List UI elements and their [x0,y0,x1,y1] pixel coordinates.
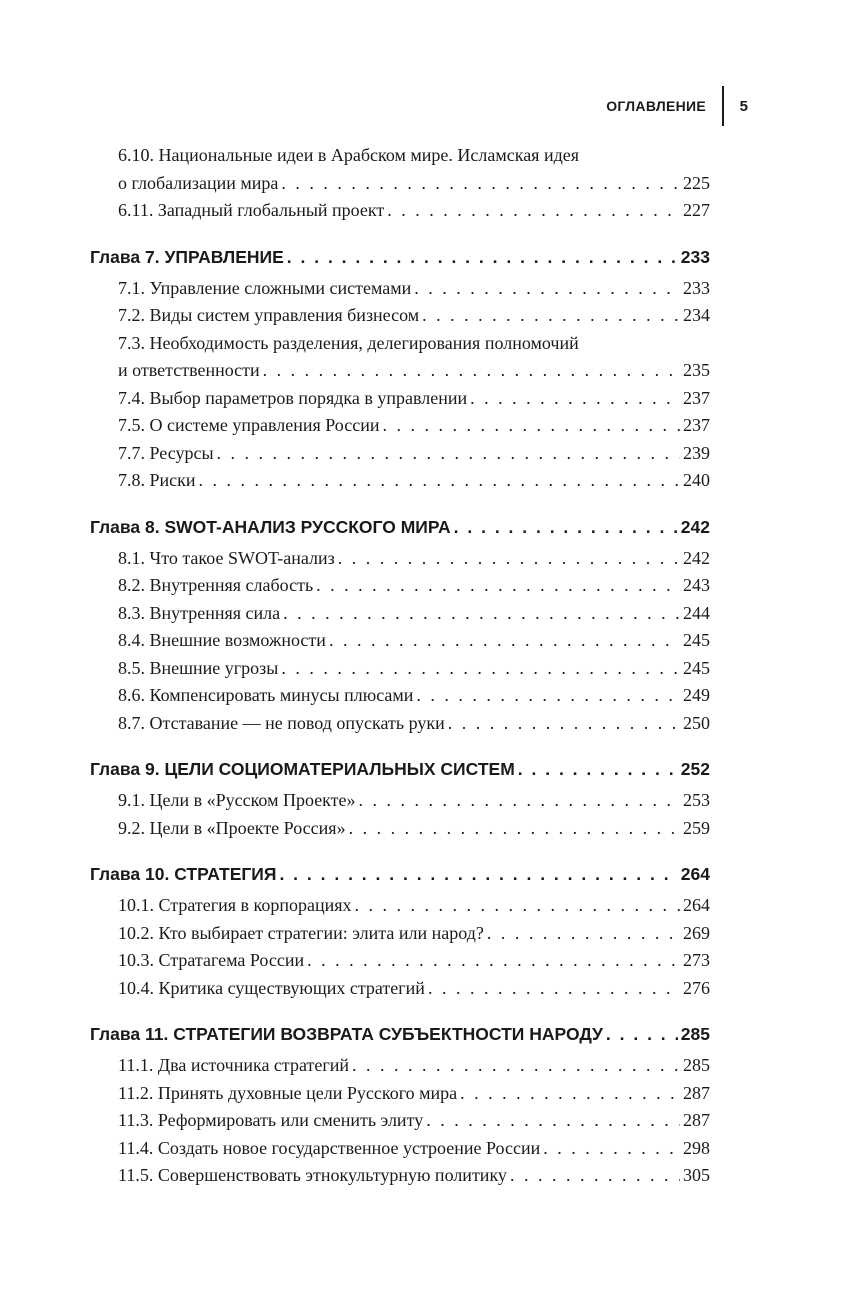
toc-entry-line [118,627,710,655]
dot-leader [470,385,680,413]
toc-entry[interactable] [118,1080,710,1108]
toc-page-number: 298 [683,1137,710,1158]
dot-leader [316,572,680,600]
toc-entry-title: 8.4. Внешние возможности [118,630,326,650]
toc-entry-title-first-line: 6.10. Национальные идеи в Арабском мире. Исламская идея [118,145,580,165]
chapter-page-number: 242 [680,516,710,537]
chapter-entries [90,787,710,842]
toc-entry-line [118,600,710,628]
toc-chapter-heading[interactable] [90,1022,710,1046]
toc-entry[interactable] [118,655,710,683]
toc-entry-title: 11.1. Два источника стратегий [118,1055,350,1075]
toc-entry-title: 7.7. Ресурсы [118,442,214,463]
toc-page-number: 239 [683,442,710,463]
toc-page-number: 259 [683,817,710,838]
chapter-page-number: 233 [680,246,710,267]
dot-leader [606,1022,678,1046]
toc-entry-line [118,1162,710,1190]
dot-leader [543,1135,680,1163]
toc-entry-line [118,1052,710,1080]
chapter-title: Глава 8. SWOT-АНАЛИЗ РУССКОГО МИРА [90,516,451,537]
dot-leader [359,787,680,815]
dot-leader [349,815,680,843]
chapter-entries [90,1052,710,1190]
chapter-page-number: 285 [680,1024,710,1044]
toc-entry-title: 8.7. Отставание — не повод опускать руки [118,712,445,733]
dot-leader [263,357,680,385]
toc-entry-title: 10.4. Критика существующих стратегий [118,977,425,998]
toc-entry-line [118,1135,710,1163]
toc-entry-title: и ответственности [118,360,260,380]
toc-entry[interactable] [118,275,710,303]
toc-entry-line [118,275,710,303]
toc-page-number: 269 [683,922,710,943]
toc-entry-line [118,357,710,385]
dot-leader [283,600,680,628]
dot-leader [199,467,680,495]
toc-entry-title: 11.2. Принять духовные цели Русского мира [118,1082,458,1103]
dot-leader [281,655,680,683]
running-header [606,86,748,126]
toc-page-number: 235 [683,360,710,380]
toc-entry-title: 8.2. Внутренняя слабость [118,575,314,595]
dot-leader [448,710,680,738]
toc-entry[interactable] [118,1107,710,1135]
toc-entry[interactable] [118,975,710,1003]
toc-entry-title: о глобализации мира [118,172,279,193]
toc-entry[interactable] [118,467,710,495]
page-number: 5 [739,97,748,115]
toc-entry-line [118,385,710,413]
chapter-title: Глава 7. УПРАВЛЕНИЕ [90,246,284,267]
toc-page-number: 234 [683,305,710,325]
toc-entry-title: 11.5. Совершенствовать этнокультурную политику [118,1165,507,1185]
toc-entry-line [118,1080,710,1108]
toc-entry[interactable] [118,787,710,815]
toc-page-number: 225 [683,172,710,193]
toc-page-number: 276 [683,977,710,998]
toc-page-number: 240 [683,470,710,490]
toc-entry[interactable] [118,412,710,440]
toc-page-number: 287 [683,1082,710,1103]
toc-entry[interactable] [118,600,710,628]
toc-page-number: 253 [683,790,710,810]
toc-entry-title: 10.1. Стратегия в корпорациях [118,895,352,915]
toc-entry[interactable] [118,627,710,655]
dot-leader [416,682,680,710]
toc-page-number: 285 [683,1055,710,1075]
dot-leader [307,947,680,975]
toc-entry-line [118,892,710,920]
dot-leader [460,1080,680,1108]
toc-entry[interactable] [118,142,710,197]
toc-entry-line [118,815,710,843]
toc-leading-entries [90,142,710,225]
toc-entry-line [118,197,710,225]
toc-entry-line [118,170,710,198]
chapter-title: Глава 10. СТРАТЕГИЯ [90,864,277,884]
chapter-entries [90,892,710,1002]
dot-leader [426,1107,680,1135]
dot-leader [287,245,678,269]
running-header-title: ОГЛАВЛЕНИЕ [606,98,707,114]
toc-page-number: 227 [683,200,710,220]
toc-entry-line [118,787,710,815]
dot-leader [387,197,680,225]
dot-leader [414,275,680,303]
toc-entry-line [118,710,710,738]
dot-leader [422,302,680,330]
dot-leader [355,892,680,920]
toc-page-number: 244 [683,602,710,623]
toc-entry[interactable] [118,197,710,225]
toc-entry[interactable] [118,330,710,385]
toc-entry-title: 7.1. Управление сложными системами [118,277,412,298]
toc-entry-title-first-line: 7.3. Необходимость разделения, делегирования полномочий [118,332,579,353]
toc-chapter-heading[interactable] [90,245,710,269]
toc-entry-title: 9.2. Цели в «Проекте Россия» [118,817,346,838]
chapter-page-number: 264 [680,864,710,884]
toc-page-number: 305 [683,1165,710,1185]
toc-entry-line [118,302,710,330]
toc-entry-title: 6.11. Западный глобальный проект [118,200,385,220]
dot-leader [383,412,680,440]
toc-entry-line [118,467,710,495]
toc-entry[interactable] [118,947,710,975]
chapter-page-number: 252 [680,759,710,779]
chapter-title: Глава 9. ЦЕЛИ СОЦИОМАТЕРИАЛЬНЫХ СИСТЕМ [90,759,515,779]
toc-entry-title: 7.5. О системе управления России [118,415,380,435]
toc-entry-title: 8.1. Что такое SWOT-анализ [118,547,335,568]
toc-entry-title: 8.5. Внешние угрозы [118,657,279,678]
chapter-entries [90,545,710,738]
toc-entry-title: 7.4. Выбор параметров порядка в управлении [118,387,468,408]
toc-entry[interactable] [118,385,710,413]
toc-page-number: 233 [683,277,710,298]
toc-page-number: 245 [683,657,710,678]
table-of-contents [90,142,710,1190]
toc-entry[interactable] [118,440,710,468]
toc-entry[interactable] [118,302,710,330]
toc-page-number: 237 [683,387,710,408]
toc-entry-line [118,655,710,683]
toc-entry[interactable] [118,1135,710,1163]
toc-entry[interactable] [118,815,710,843]
toc-page-number: 243 [683,575,710,595]
dot-leader [281,170,680,198]
toc-chapter-heading[interactable] [90,757,710,781]
toc-entry-title: 7.8. Риски [118,470,196,490]
toc-chapter-heading[interactable] [90,862,710,886]
toc-entry-line [118,975,710,1003]
toc-entry-line [118,947,710,975]
toc-entry-title: 8.3. Внутренняя сила [118,602,281,623]
toc-entry-line [118,682,710,710]
dot-leader [518,757,678,781]
toc-entry[interactable] [118,682,710,710]
dot-leader [487,920,680,948]
toc-entry[interactable] [118,1052,710,1080]
toc-entry-title: 11.4. Создать новое государственное устроение России [118,1137,541,1158]
toc-entry-title: 10.3. Стратагема России [118,950,305,970]
toc-entry-title: 8.6. Компенсировать минусы плюсами [118,685,414,705]
toc-entry[interactable] [118,545,710,573]
dot-leader [352,1052,680,1080]
dot-leader [510,1162,680,1190]
dot-leader [217,440,680,468]
toc-entry[interactable] [118,892,710,920]
toc-entry-line [118,1107,710,1135]
chapter-title: Глава 11. СТРАТЕГИИ ВОЗВРАТА СУБЪЕКТНОСТИ НАРОДУ [90,1024,603,1044]
dot-leader [428,975,680,1003]
toc-entry-line [118,545,710,573]
toc-page-number: 242 [683,547,710,568]
dot-leader [454,515,678,539]
toc-entry-title: 9.1. Цели в «Русском Проекте» [118,790,356,810]
chapter-entries [90,275,710,495]
toc-entry[interactable] [118,920,710,948]
toc-chapter-heading[interactable] [90,515,710,539]
toc-entry-line [118,572,710,600]
toc-entry[interactable] [118,572,710,600]
dot-leader [329,627,680,655]
toc-entry-title: 7.2. Виды систем управления бизнесом [118,305,420,325]
toc-entry-line [118,412,710,440]
toc-entry-title: 10.2. Кто выбирает стратегии: элита или народ? [118,922,484,943]
toc-page-number: 237 [683,415,710,435]
dot-leader [338,545,680,573]
dot-leader [279,862,677,886]
toc-page-number: 245 [683,630,710,650]
toc-entry[interactable] [118,1162,710,1190]
toc-entry-line [118,440,710,468]
toc-page-number: 273 [683,950,710,970]
toc-page-number: 287 [683,1110,710,1130]
toc-entry-title: 11.3. Реформировать или сменить элиту [118,1110,424,1130]
toc-page-number: 264 [683,895,710,915]
toc-entry[interactable] [118,710,710,738]
toc-page-number: 250 [683,712,710,733]
toc-entry-line [118,920,710,948]
toc-page-number: 249 [683,685,710,705]
